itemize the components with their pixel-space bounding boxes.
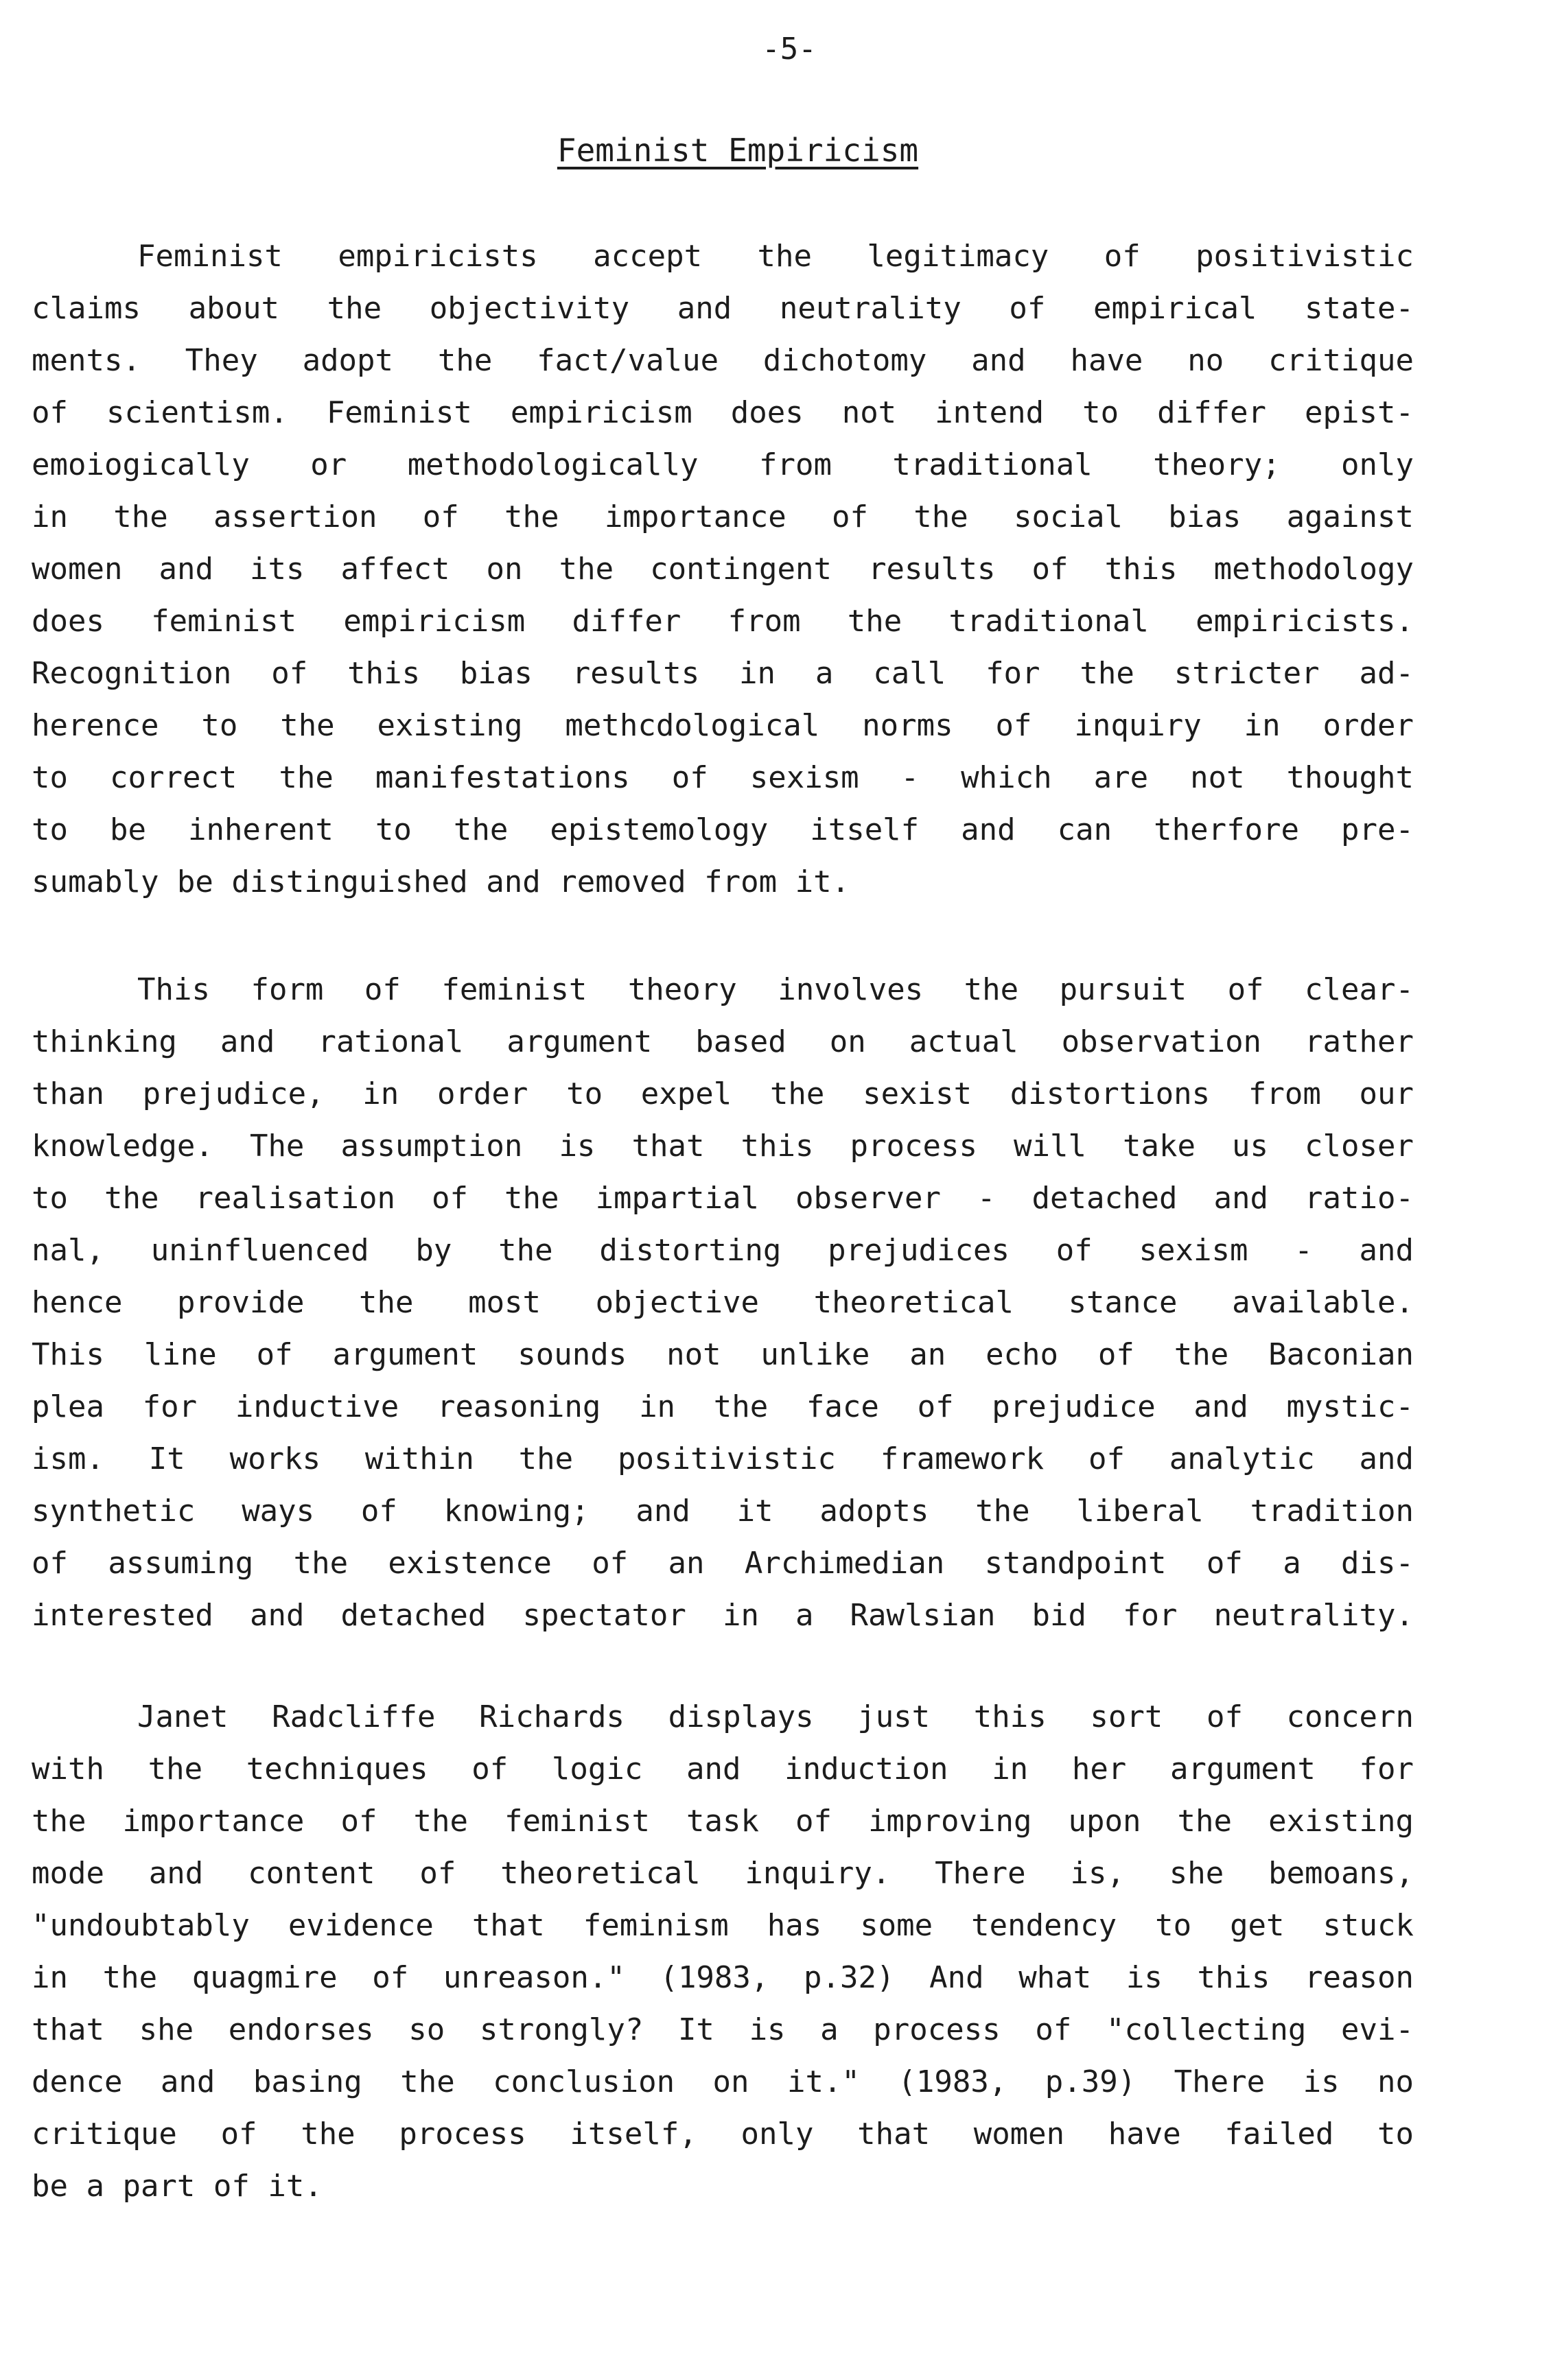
paragraph-line: Feminist empiricists accept the legitimacy of positivistic (137, 239, 1414, 274)
paragraph-line: plea for inductive reasoning in the face of prejudice and mystic- (32, 1389, 1414, 1424)
paragraph-line: to correct the manifestations of sexism - which are not thought (32, 760, 1414, 795)
paragraph-line: that she endorses so strongly? It is a process of "collecting evi- (32, 2012, 1414, 2047)
section-title: Feminist Empiricism (557, 132, 919, 169)
paragraph-feminist-theory-form (32, 964, 1414, 1642)
paragraph-feminist-empiricists (32, 231, 1414, 908)
paragraph-line: mode and content of theoretical inquiry. There is, she bemoans, (32, 1856, 1414, 1891)
paragraph-line: with the techniques of logic and induction in her argument for (32, 1752, 1414, 1787)
paragraph-line: of assuming the existence of an Archimedian standpoint of a dis- (32, 1546, 1414, 1581)
paragraph-line: sumably be distinguished and removed from it. (32, 864, 850, 899)
page-number: -5- (762, 32, 817, 67)
paragraph-line: to be inherent to the epistemology itself and can therfore pre- (32, 812, 1414, 847)
paragraph-line: ments. They adopt the fact/value dichotomy and have no critique (32, 343, 1414, 378)
paragraph-line: critique of the process itself, only that women have failed to (32, 2117, 1414, 2152)
paragraph-line: claims about the objectivity and neutrality of empirical state- (32, 291, 1414, 326)
paragraph-line: thinking and rational argument based on actual observation rather (32, 1024, 1414, 1059)
paragraph-line: women and its affect on the contingent results of this methodology (32, 552, 1414, 587)
paragraph-line: Janet Radcliffe Richards displays just this sort of concern (137, 1699, 1414, 1734)
paragraph-line: This line of argument sounds not unlike an echo of the Baconian (32, 1337, 1414, 1372)
paragraph-line: to the realisation of the impartial observer - detached and ratio- (32, 1181, 1414, 1216)
paragraph-line: be a part of it. (32, 2169, 323, 2204)
paragraph-line: in the quagmire of unreason." (1983, p.32) And what is this reason (32, 1960, 1414, 1995)
paragraph-line: interested and detached spectator in a Rawlsian bid for neutrality. (32, 1598, 1414, 1633)
paragraph-line: knowledge. The assumption is that this process will take us closer (32, 1129, 1414, 1164)
paragraph-line: dence and basing the conclusion on it." (1983, p.39) There is no (32, 2064, 1414, 2099)
paragraph-line: of scientism. Feminist empiricism does not intend to differ epist- (32, 395, 1414, 430)
paragraph-line: nal, uninfluenced by the distorting prejudices of sexism - and (32, 1233, 1414, 1268)
paragraph-line: emoiogically or methodologically from traditional theory; only (32, 447, 1414, 482)
paragraph-line: "undoubtably evidence that feminism has some tendency to get stuck (32, 1908, 1414, 1943)
paragraph-line: the importance of the feminist task of improving upon the existing (32, 1804, 1414, 1839)
paragraph-line: This form of feminist theory involves the pursuit of clear- (137, 972, 1414, 1007)
paragraph-line: in the assertion of the importance of the social bias against (32, 499, 1414, 534)
paragraph-line: does feminist empiricism differ from the traditional empiricists. (32, 604, 1414, 639)
paragraph-line: than prejudice, in order to expel the sexist distortions from our (32, 1076, 1414, 1111)
paragraph-line: herence to the existing methcdological norms of inquiry in order (32, 708, 1414, 743)
paragraph-line: synthetic ways of knowing; and it adopts the liberal tradition (32, 1494, 1414, 1529)
paragraph-radcliffe-richards (32, 1691, 1414, 2213)
paragraph-line: hence provide the most objective theoretical stance available. (32, 1285, 1414, 1320)
paragraph-line: Recognition of this bias results in a call for the stricter ad- (32, 656, 1414, 691)
paragraph-line: ism. It works within the positivistic framework of analytic and (32, 1441, 1414, 1476)
